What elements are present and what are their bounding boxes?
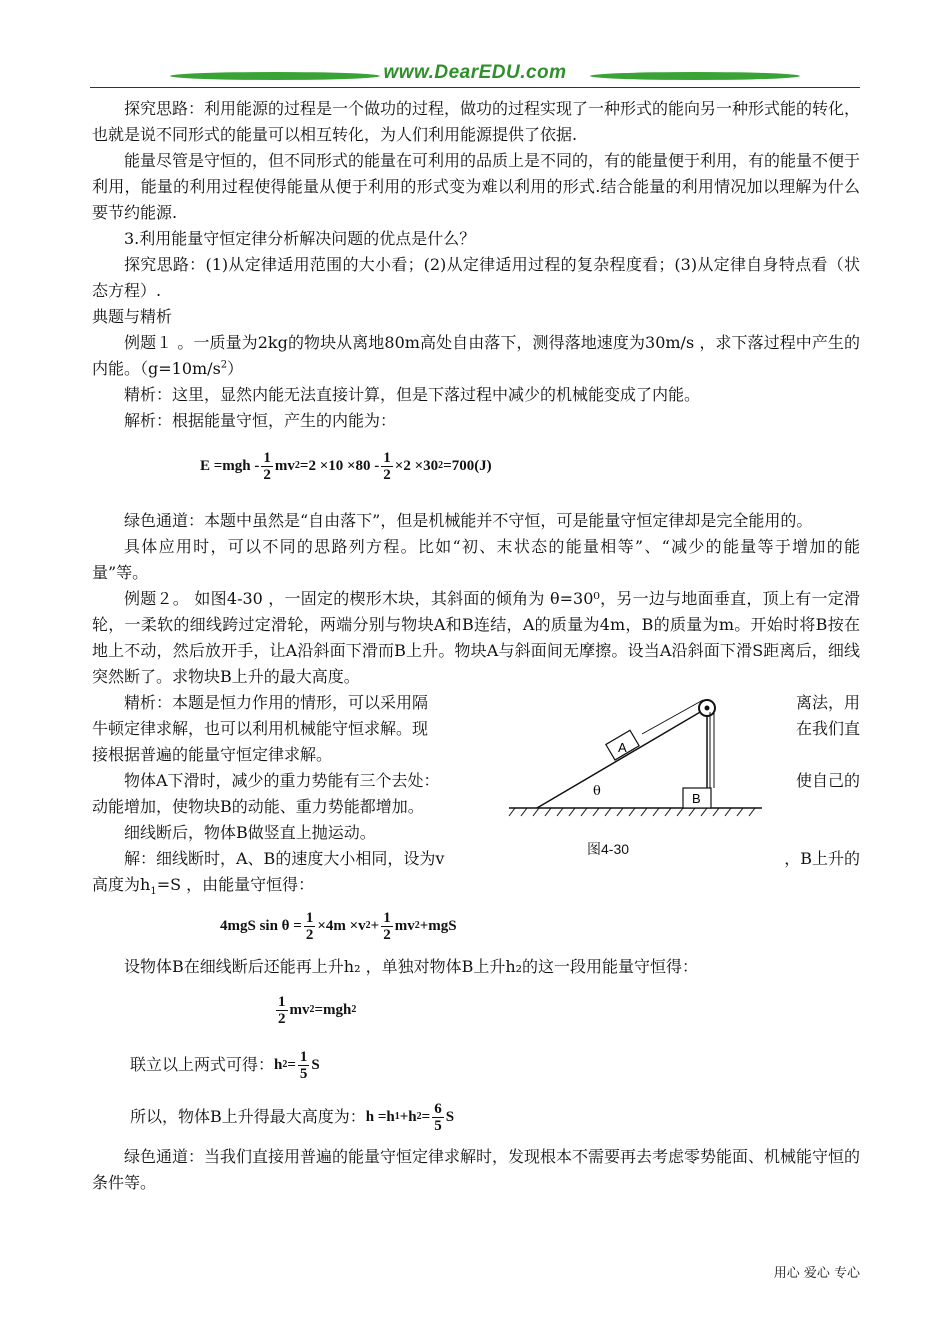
fraction bbox=[276, 994, 288, 1027]
text-line: 牛顿定律求解，也可以利用机械能守恒求解。现 bbox=[92, 719, 429, 738]
example2-with-figure bbox=[92, 690, 860, 857]
fraction bbox=[298, 1049, 310, 1082]
example2-formula-1: 4mgS sin θ = $\frac{1}{2}$ ×4m ×v 2 + $\frac{1}{2}$ mv 2 +mgS bbox=[220, 909, 457, 943]
header-rule bbox=[90, 87, 860, 88]
fraction-denominator: 2 bbox=[383, 926, 391, 943]
formula-part: =2 ×10 ×80 - bbox=[299, 458, 380, 474]
label-b: B bbox=[692, 791, 701, 806]
text-line: 设物体B在细线断后还能再上升h₂ ，单独对物体B上升h₂的这一段用能量守恒得： bbox=[124, 957, 699, 976]
fraction-denominator: 2 bbox=[305, 926, 314, 943]
fraction-numerator: 1 bbox=[383, 449, 391, 466]
example2-question: 例题２。 如图4-30 ，一固定的楔形木块，其斜面的倾角为 θ=30⁰，另一边与地面垂直，顶上有一定滑轮，一柔软的细线跨过定滑轮，两端分别与物块A和B连结，A的质量为4m，B的质量为m。开始时将B按在地上不动，然后放开手，让A沿斜面下滑而B上升。物块A与斜面间无摩擦。设当A沿斜面下滑S距离后，细线突然断了。求物块B上升的最大高度。 bbox=[92, 589, 860, 686]
example1-question bbox=[92, 330, 860, 382]
wedge-pulley-diagram bbox=[507, 690, 767, 830]
document-body bbox=[92, 96, 860, 1196]
tail-text: 高度为h bbox=[92, 875, 151, 894]
fraction-numerator: 6 bbox=[434, 1100, 442, 1117]
tail-text: =S ，由能量守恒得： bbox=[156, 875, 315, 894]
fraction bbox=[432, 1101, 444, 1134]
formula-part: S bbox=[311, 1057, 320, 1073]
example1-text-end: ） bbox=[227, 359, 244, 378]
text-line: 解：细线断时，A、B的速度大小相同，设为v bbox=[124, 849, 445, 868]
fraction bbox=[381, 450, 393, 483]
formula-part: E =mgh - bbox=[200, 458, 260, 474]
example1-text: 例题１ 。一质量为2kg的物块从离地80m高处自由落下，测得落地速度为30m/s ，求下落过程中产生的内能。（g=10m/s bbox=[92, 333, 860, 378]
formula-part: = bbox=[287, 1057, 296, 1073]
text-line: 使自己的 bbox=[795, 771, 860, 790]
text-line: 精析：本题是恒力作用的情形，可以采用隔 bbox=[124, 693, 429, 712]
formula-part: mv bbox=[289, 1002, 310, 1018]
example2-formula-4: h =h 1 +h 2 = $\frac{6}{5}$ S bbox=[365, 1100, 455, 1134]
fraction-denominator: 2 bbox=[383, 466, 391, 483]
example2-right-text bbox=[770, 690, 860, 794]
fraction bbox=[304, 910, 316, 943]
example1-solution: 解析：根据能量守恒，产生的内能为： bbox=[124, 411, 397, 430]
solution-line bbox=[92, 846, 860, 872]
formula-part: ×2 ×30 bbox=[394, 458, 439, 474]
page-header bbox=[90, 62, 860, 92]
example2-formula-3: h 2 = $\frac{1}{5}$ S bbox=[274, 1048, 320, 1082]
formula-part: S bbox=[445, 1109, 455, 1125]
example1-formula: E =mgh - $\frac{1}{2}$ mv 2 =2 ×10 ×80 - $\frac{1}{2}$ ×2 ×30 2 =700(J) bbox=[200, 449, 492, 483]
fraction-numerator: 1 bbox=[305, 909, 314, 926]
fraction-denominator: 5 bbox=[299, 1065, 308, 1082]
text-line: ，B上升的 bbox=[784, 849, 860, 868]
page-footer: 用心 爱心 专心 bbox=[773, 1266, 860, 1281]
fraction-numerator: 1 bbox=[278, 993, 286, 1010]
text-line: 细线断后，物体B做竖直上抛运动。 bbox=[124, 823, 376, 842]
formula-part: ×4m ×v bbox=[317, 918, 366, 934]
fraction bbox=[261, 450, 273, 483]
so-line bbox=[92, 1090, 860, 1144]
site-brand: www.DearEDU.com bbox=[383, 62, 567, 83]
combine-line bbox=[92, 1040, 860, 1090]
formula-part: +h bbox=[399, 1109, 417, 1125]
section-title: 典题与精析 bbox=[92, 307, 173, 326]
text-line: 接根据普遍的能量守恒定律求解。 bbox=[92, 745, 333, 764]
example2-formula-2: $\frac{1}{2}$ mv 2 =mgh 2 bbox=[278, 993, 357, 1027]
text-line: 离法，用 bbox=[795, 693, 860, 712]
formula-part: h bbox=[274, 1057, 283, 1073]
green-channel-2: 绿色通道：当我们直接用普遍的能量守恒定律求解时，发现根本不需要再去考虑零势能面、机械能守恒的条件等。 bbox=[92, 1147, 861, 1192]
angle-theta-label: θ bbox=[593, 784, 601, 799]
formula-part: h =h bbox=[365, 1109, 395, 1125]
superscript: 2 bbox=[220, 359, 228, 371]
fraction-denominator: 5 bbox=[434, 1117, 442, 1134]
label-a: A bbox=[618, 740, 627, 755]
text-line: 动能增加，使物块B的动能、重力势能都增加。 bbox=[92, 797, 424, 816]
figure-caption: 图4-30 bbox=[587, 841, 630, 857]
formula-part: = bbox=[421, 1109, 431, 1125]
text-line bbox=[92, 872, 860, 898]
example2-left-text bbox=[92, 690, 502, 846]
fraction-denominator: 2 bbox=[278, 1010, 286, 1027]
formula-part: +mgS bbox=[419, 918, 457, 934]
combine-label: 联立以上两式可得： bbox=[130, 1055, 275, 1074]
text-line: 在我们直 bbox=[795, 719, 860, 738]
formula-part: 4mgS sin θ = bbox=[220, 918, 302, 934]
application-note: 具体应用时，可以不同的思路列方程。比如“初、末状态的能量相等”、“减少的能量等于增加的能量”等。 bbox=[92, 537, 860, 582]
example1-analysis: 精析：这里，显然内能无法直接计算，但是下落过程中减少的机械能变成了内能。 bbox=[124, 385, 701, 404]
green-channel-1: 绿色通道：本题中虽然是“自由落下”，但是机械能并不守恒，可是能量守恒定律却是完全能用的。 bbox=[124, 511, 813, 530]
fraction-numerator: 1 bbox=[263, 449, 271, 466]
paragraph: 探究思路：(1)从定律适用范围的大小看；(2)从定律适用过程的复杂程度看；(3)从定律自身特点看（状态方程）. bbox=[92, 255, 860, 300]
formula-part: + bbox=[370, 918, 380, 934]
paragraph: 能量尽管是守恒的，但不同形式的能量在可利用的品质上是不同的，有的能量便于利用，有的能量不便于利用，能量的利用过程使得能量从便于利用的形式变为难以利用的形式.结合能量的利用情况加以理解为什么要节约能源. bbox=[92, 151, 861, 222]
fraction-numerator: 1 bbox=[299, 1048, 308, 1065]
formula-part: mv bbox=[394, 918, 415, 934]
formula-part: =700(J) bbox=[443, 458, 492, 474]
fraction-numerator: 1 bbox=[383, 909, 391, 926]
formula-part: mv bbox=[274, 458, 295, 474]
paragraph: 探究思路：利用能源的过程是一个做功的过程，做功的过程实现了一种形式的能向另一种形式能的转化，也就是说不同形式的能量可以相互转化，为人们利用能源提供了依据. bbox=[92, 99, 861, 144]
text-line: 物体A下滑时，减少的重力势能有三个去处： bbox=[124, 771, 440, 790]
fraction-denominator: 2 bbox=[263, 466, 271, 483]
formula-part: =mgh bbox=[314, 1002, 352, 1018]
so-label: 所以，物体B上升得最大高度为： bbox=[130, 1107, 366, 1126]
fraction bbox=[381, 910, 393, 943]
paragraph: 3.利用能量守恒定律分析解决问题的优点是什么？ bbox=[124, 229, 476, 248]
figure-4-30 bbox=[507, 690, 767, 857]
subscript: 1 bbox=[150, 886, 157, 898]
